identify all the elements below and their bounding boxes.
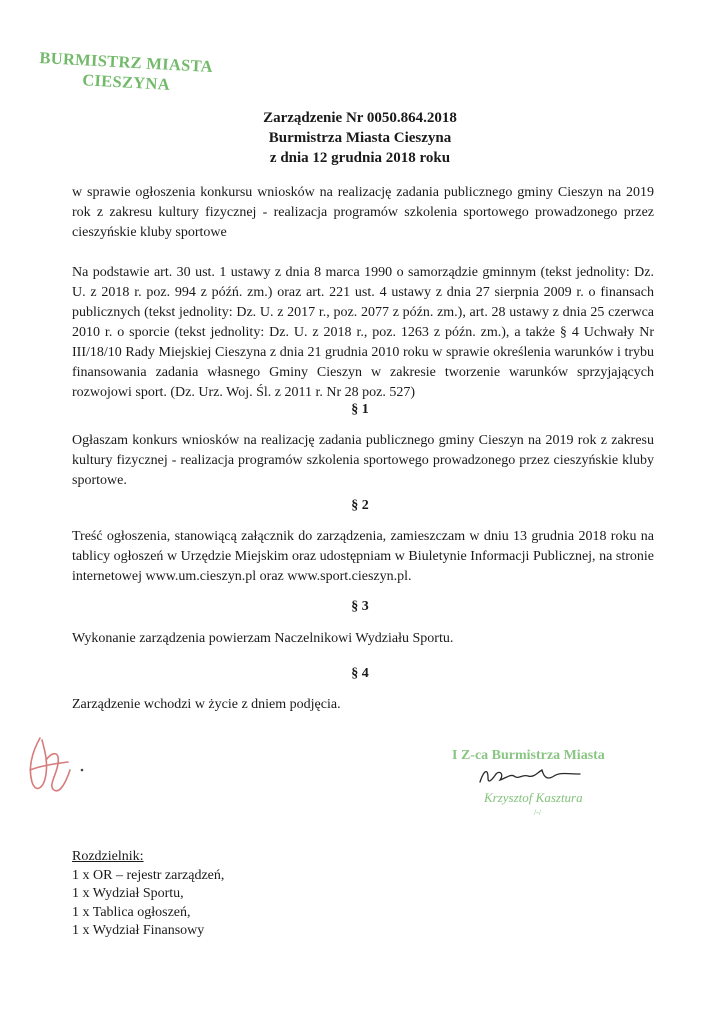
signature-note: /-/ — [534, 808, 542, 817]
section-4-text: Zarządzenie wchodzi w życie z dniem podjęcia. — [72, 697, 341, 712]
deputy-mayor-stamp — [440, 742, 660, 832]
section-3-text: Wykonanie zarządzenia powierzam Naczelnikowi Wydziału Sportu. — [72, 631, 454, 646]
section-3-mark: § 3 — [351, 599, 369, 614]
city-mayor-stamp — [38, 48, 240, 98]
deputy-mayor-title: I Z-ca Burmistrza Miasta — [452, 748, 605, 763]
handwritten-signature — [18, 730, 98, 802]
deputy-mayor-name: Krzysztof Kasztura — [484, 790, 583, 805]
section-1-mark: § 1 — [351, 402, 369, 417]
ordinance-date: z dnia 12 grudnia 2018 roku — [269, 150, 451, 166]
distribution-heading: Rozdzielnik: — [72, 849, 144, 864]
distribution-item: 1 x Wydział Sportu, — [72, 886, 184, 901]
ordinance-issuer: Burmistrza Miasta Cieszyna — [268, 130, 452, 146]
ordinance-subject: w sprawie ogłoszenia konkursu wniosków na realizację zadania publicznego gminy Cieszyn na 2019 rok z zakresu kultury fizycznej - realizacja programów szkolenia sportowego prowadzonego przez cieszyńskie kluby sportowe — [72, 185, 654, 240]
distribution-item: 1 x OR – rejestr zarządzeń, — [72, 867, 225, 883]
section-4-mark: § 4 — [351, 666, 369, 681]
section-2-text: Treść ogłoszenia, stanowiącą załącznik do zarządzenia, zamieszczam w dniu 13 grudnia 2018 roku na tablicy ogłoszeń w Urzędzie Miejskim oraz udostępniam w Biuletynie Informacji Publicznej, na stronie internetowej www.um.cieszyn.pl oraz www.sport.cieszyn.pl. — [72, 529, 654, 584]
distribution-item: 1 x Tablica ogłoszeń, — [72, 904, 191, 920]
document-header — [0, 108, 720, 168]
deputy-signature-mark — [476, 764, 586, 790]
distribution-list — [72, 848, 372, 941]
stamp-line-2: CIESZYNA — [81, 70, 171, 94]
section-1-text: Ogłaszam konkurs wniosków na realizację zadania publicznego gminy Cieszyn na 2019 rok z zakresu kultury fizycznej - realizacja programów szkolenia sportowego prowadzonego przez cieszyńskie kluby sportowe. — [72, 433, 654, 488]
legal-basis: Na podstawie art. 30 ust. 1 ustawy z dnia 8 marca 1990 o samorządzie gminnym (tekst jednolity: Dz. U. z 2018 r. poz. 994 z późń. zm.) oraz art. 221 ust. 4 ustawy z dnia 27 sierpnia 2009 r. o finansach publicznych (tekst jednolity: Dz. U. z 2017 r., poz. 2077 z późn. zm.), art. 28 ustawy z dnia 25 czerwca 2010 r. o sporcie (tekst jednolity: Dz. U. z 2018 r., poz. 1263 z późn. zm.), a także § 4 Uchwały Nr III/18/10 Rady Miejskiej Cieszyna z dnia 21 grudnia 2010 roku w sprawie określenia warunków i trybu finansowania zadania własnego Gminy Cieszyn w zakresie tworzenie warunków sprzyjających rozwojowi sport. (Dz. Urz. Woj. Śl. z 2011 r. Nr 28 poz. 527) — [72, 265, 654, 400]
section-2-mark: § 2 — [351, 498, 369, 513]
distribution-item: 1 x Wydział Finansowy — [72, 923, 205, 938]
stamp-line-1: BURMISTRZ MIASTA — [39, 48, 214, 77]
ordinance-number: Zarządzenie Nr 0050.864.2018 — [263, 110, 457, 126]
